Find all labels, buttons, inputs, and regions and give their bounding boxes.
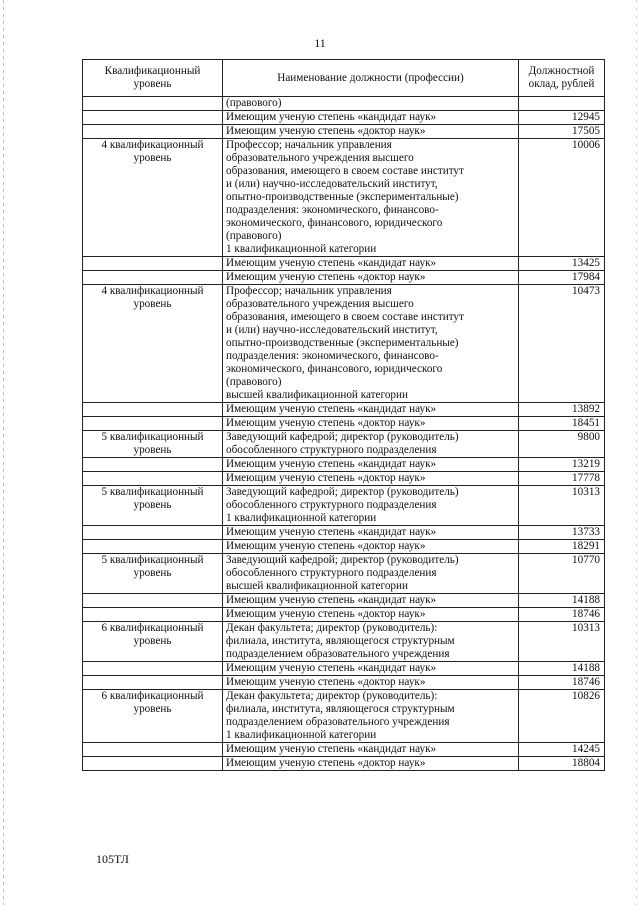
position-name-cell xyxy=(223,271,519,285)
position-name-cell xyxy=(223,285,519,403)
salary-cell: 18746 xyxy=(519,676,605,690)
position-name-line: Заведующий кафедрой; директор (руководитель) xyxy=(226,486,459,498)
position-name-line: подразделения: экономического, финансово- xyxy=(226,204,439,216)
salary-cell: 18746 xyxy=(519,608,605,622)
position-name-line: Имеющим ученую степень «доктор наук» xyxy=(226,540,426,552)
position-name-line: 1 квалификационной категории xyxy=(226,512,377,524)
scan-edge-left xyxy=(3,0,4,905)
salary-cell: 18451 xyxy=(519,417,605,431)
table-row xyxy=(83,690,605,743)
position-name-cell xyxy=(223,622,519,662)
position-name-line: образования, имеющего в своем составе институт xyxy=(226,311,464,323)
position-name-line: (правового) xyxy=(226,376,282,388)
qualification-level-cell xyxy=(83,472,223,486)
position-name-line: 1 квалификационной категории xyxy=(226,729,377,741)
qualification-level-cell: 4 квалификационный уровень xyxy=(83,285,223,403)
table-row xyxy=(83,594,605,608)
table-row xyxy=(83,257,605,271)
position-name-cell xyxy=(223,97,519,111)
page-number: 11 xyxy=(314,36,326,50)
salary-cell: 18291 xyxy=(519,540,605,554)
salary-cell: 17505 xyxy=(519,125,605,139)
position-name-line: образовательного учреждения высшего xyxy=(226,298,414,310)
qualification-level-cell xyxy=(83,111,223,125)
position-name-line: обособленного структурного подразделения xyxy=(226,499,437,511)
qualification-level-cell xyxy=(83,594,223,608)
qualification-level-cell xyxy=(83,743,223,757)
qualification-level-cell xyxy=(83,97,223,111)
position-name-cell xyxy=(223,526,519,540)
qualification-level-cell xyxy=(83,417,223,431)
position-name-line: Имеющим ученую степень «доктор наук» xyxy=(226,417,426,429)
position-name-cell xyxy=(223,690,519,743)
document-code: 105ТЛ xyxy=(96,852,129,866)
qualification-level-cell xyxy=(83,662,223,676)
position-name-line: Имеющим ученую степень «кандидат наук» xyxy=(226,526,437,538)
position-name-cell xyxy=(223,743,519,757)
position-name-line: 1 квалификационной категории xyxy=(226,243,377,255)
salary-cell: 17984 xyxy=(519,271,605,285)
position-name-line: Декан факультета; директор (руководитель): xyxy=(226,622,438,634)
table-body xyxy=(83,97,605,771)
salary-cell: 10006 xyxy=(519,139,605,257)
position-name-line: филиала, института, являющегося структурным xyxy=(226,703,455,715)
position-name-line: Имеющим ученую степень «доктор наук» xyxy=(226,676,426,688)
position-name-line: обособленного структурного подразделения xyxy=(226,567,437,579)
table-row xyxy=(83,526,605,540)
salary-cell: 18804 xyxy=(519,757,605,771)
salary-cell: 10770 xyxy=(519,554,605,594)
position-name-line: Имеющим ученую степень «доктор наук» xyxy=(226,125,426,137)
qualification-level-cell xyxy=(83,526,223,540)
header-salary: Должностной оклад, рублей xyxy=(519,60,605,97)
position-name-line: образовательного учреждения высшего xyxy=(226,152,414,164)
qualification-level-cell: 6 квалификационный уровень xyxy=(83,622,223,662)
header-position-name: Наименование должности (профессии) xyxy=(223,60,519,97)
qualification-level-cell xyxy=(83,757,223,771)
salary-cell: 10826 xyxy=(519,690,605,743)
position-name-line: Имеющим ученую степень «кандидат наук» xyxy=(226,111,437,123)
position-name-cell xyxy=(223,257,519,271)
table-row xyxy=(83,403,605,417)
salary-cell: 13733 xyxy=(519,526,605,540)
table-row xyxy=(83,608,605,622)
position-name-line: Имеющим ученую степень «кандидат наук» xyxy=(226,458,437,470)
salary-cell: 13219 xyxy=(519,458,605,472)
table-row xyxy=(83,125,605,139)
qualification-level-cell: 6 квалификационный уровень xyxy=(83,690,223,743)
position-name-cell xyxy=(223,472,519,486)
salary-cell: 17778 xyxy=(519,472,605,486)
salary-table xyxy=(82,59,605,771)
table-row xyxy=(83,472,605,486)
salary-cell: 13892 xyxy=(519,403,605,417)
position-name-line: Декан факультета; директор (руководитель): xyxy=(226,690,438,702)
position-name-line: Имеющим ученую степень «кандидат наук» xyxy=(226,594,437,606)
header-level: Квалификационный уровень xyxy=(83,60,223,97)
table-row xyxy=(83,540,605,554)
position-name-cell xyxy=(223,757,519,771)
position-name-line: Имеющим ученую степень «доктор наук» xyxy=(226,608,426,620)
position-name-line: опытно-производственные (экспериментальные) xyxy=(226,191,459,203)
position-name-cell xyxy=(223,540,519,554)
table-row xyxy=(83,111,605,125)
table-row xyxy=(83,743,605,757)
qualification-level-cell xyxy=(83,540,223,554)
position-name-cell xyxy=(223,486,519,526)
position-name-line: Имеющим ученую степень «доктор наук» xyxy=(226,271,426,283)
salary-cell: 10473 xyxy=(519,285,605,403)
position-name-line: подразделением образовательного учреждения xyxy=(226,648,450,660)
position-name-cell xyxy=(223,139,519,257)
position-name-line: экономического, финансового, юридического xyxy=(226,217,443,229)
position-name-line: подразделением образовательного учреждения xyxy=(226,716,450,728)
position-name-line: (правового) xyxy=(226,97,282,109)
position-name-line: Заведующий кафедрой; директор (руководитель) xyxy=(226,431,459,443)
table-row xyxy=(83,97,605,111)
salary-cell: 14188 xyxy=(519,662,605,676)
position-name-cell xyxy=(223,417,519,431)
position-name-line: высшей квалификационной категории xyxy=(226,580,408,592)
position-name-line: Имеющим ученую степень «кандидат наук» xyxy=(226,662,437,674)
table-row xyxy=(83,417,605,431)
salary-cell: 12945 xyxy=(519,111,605,125)
table-row xyxy=(83,271,605,285)
qualification-level-cell: 4 квалификационный уровень xyxy=(83,139,223,257)
position-name-cell xyxy=(223,662,519,676)
salary-cell: 10313 xyxy=(519,622,605,662)
position-name-cell xyxy=(223,676,519,690)
position-name-line: высшей квалификационной категории xyxy=(226,389,408,401)
position-name-line: Имеющим ученую степень «доктор наук» xyxy=(226,757,426,769)
salary-cell: 10313 xyxy=(519,486,605,526)
qualification-level-cell xyxy=(83,458,223,472)
table-row xyxy=(83,676,605,690)
qualification-level-cell: 5 квалификационный уровень xyxy=(83,431,223,458)
qualification-level-cell: 5 квалификационный уровень xyxy=(83,554,223,594)
position-name-line: и (или) научно-исследовательский институт, xyxy=(226,324,438,336)
position-name-line: Заведующий кафедрой; директор (руководитель) xyxy=(226,554,459,566)
qualification-level-cell xyxy=(83,608,223,622)
table-row xyxy=(83,486,605,526)
position-name-cell xyxy=(223,594,519,608)
position-name-line: обособленного структурного подразделения xyxy=(226,444,437,456)
qualification-level-cell xyxy=(83,257,223,271)
position-name-line: филиала, института, являющегося структурным xyxy=(226,635,455,647)
position-name-line: подразделения: экономического, финансово- xyxy=(226,350,439,362)
position-name-line: Имеющим ученую степень «кандидат наук» xyxy=(226,403,437,415)
position-name-cell xyxy=(223,608,519,622)
position-name-cell xyxy=(223,403,519,417)
table-header-row xyxy=(83,60,605,97)
position-name-line: Профессор; начальник управления xyxy=(226,139,392,151)
position-name-cell xyxy=(223,431,519,458)
qualification-level-cell xyxy=(83,403,223,417)
salary-cell: 13425 xyxy=(519,257,605,271)
table-row xyxy=(83,554,605,594)
position-name-line: образования, имеющего в своем составе институт xyxy=(226,165,464,177)
qualification-level-cell xyxy=(83,271,223,285)
scan-edge-right xyxy=(636,0,637,905)
position-name-line: (правового) xyxy=(226,230,282,242)
salary-cell: 14188 xyxy=(519,594,605,608)
table-row xyxy=(83,285,605,403)
table-row xyxy=(83,431,605,458)
table-row xyxy=(83,662,605,676)
position-name-cell xyxy=(223,111,519,125)
salary-cell xyxy=(519,97,605,111)
qualification-level-cell: 5 квалификационный уровень xyxy=(83,486,223,526)
position-name-line: Имеющим ученую степень «кандидат наук» xyxy=(226,743,437,755)
qualification-level-cell xyxy=(83,676,223,690)
position-name-line: и (или) научно-исследовательский институт, xyxy=(226,178,438,190)
position-name-line: Профессор; начальник управления xyxy=(226,285,392,297)
table-row xyxy=(83,458,605,472)
position-name-line: Имеющим ученую степень «доктор наук» xyxy=(226,472,426,484)
position-name-cell xyxy=(223,458,519,472)
position-name-cell xyxy=(223,125,519,139)
qualification-level-cell xyxy=(83,125,223,139)
salary-cell: 9800 xyxy=(519,431,605,458)
position-name-cell xyxy=(223,554,519,594)
table-row xyxy=(83,757,605,771)
position-name-line: экономического, финансового, юридического xyxy=(226,363,443,375)
salary-cell: 14245 xyxy=(519,743,605,757)
position-name-line: опытно-производственные (экспериментальные) xyxy=(226,337,459,349)
table-row xyxy=(83,139,605,257)
table-row xyxy=(83,622,605,662)
position-name-line: Имеющим ученую степень «кандидат наук» xyxy=(226,257,437,269)
